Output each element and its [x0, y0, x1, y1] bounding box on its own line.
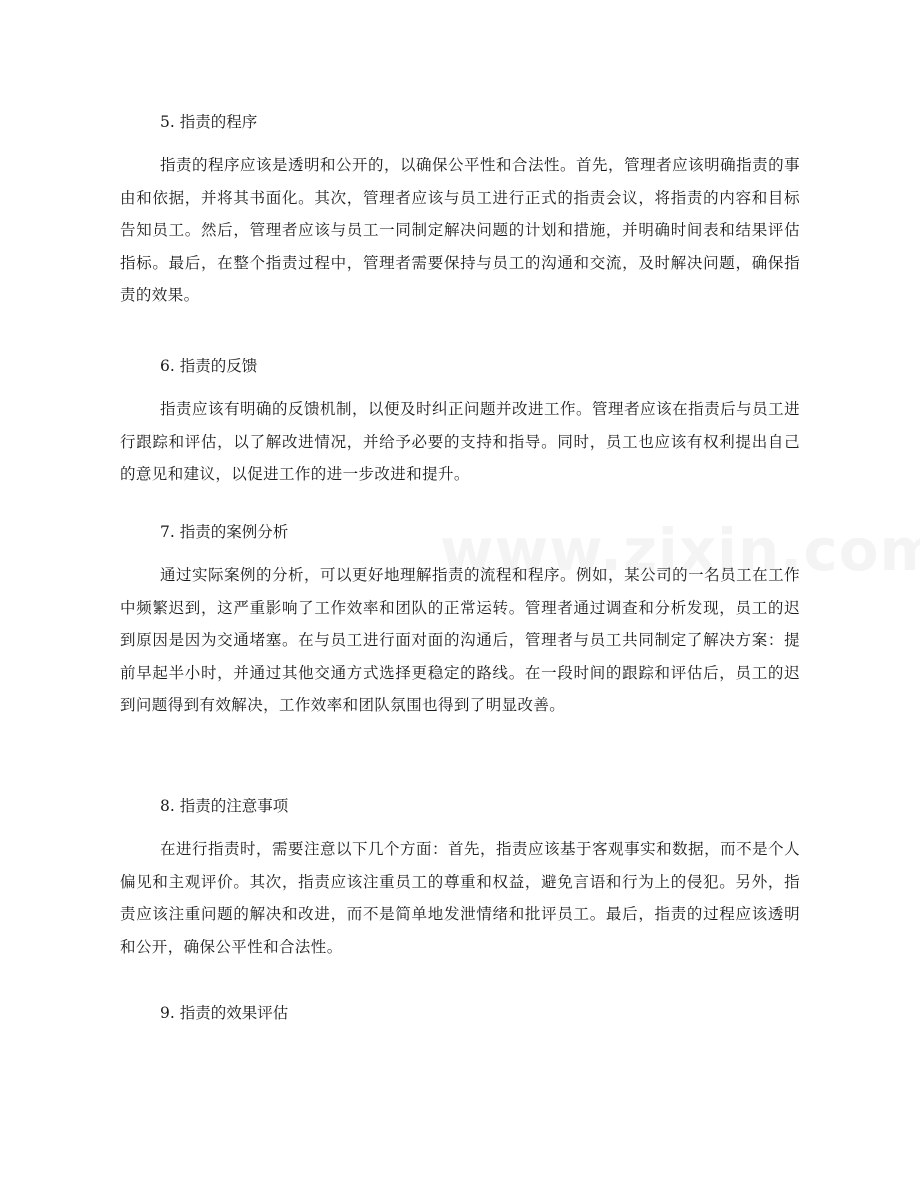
section-paragraph: 通过实际案例的分析，可以更好地理解指责的流程和程序。例如，某公司的一名员工在工作中频繁迟到，这严重影响了工作效率和团队的正常运转。管理者通过调查和分析发现，员工的迟到原因是因为交通堵塞。在与员工进行面对面的沟通后，管理者与员工共同制定了解决方案：提前早起半小时，并通过其他交通方式选择更稳定的路线。在一段时间的跟踪和评估后，员工的迟到问题得到有效解决，工作效率和团队氛围也得到了明显改善。	[120, 566, 800, 714]
section-paragraph: 指责应该有明确的反馈机制，以便及时纠正问题并改进工作。管理者应该在指责后与员工进行跟踪和评估，以了解改进情况，并给予必要的支持和指导。同时，员工也应该有权利提出自己的意见和建议，以促进工作的进一步改进和提升。	[120, 400, 800, 483]
section-heading: 6. 指责的反馈	[160, 357, 258, 375]
section-heading: 9. 指责的效果评估	[160, 1004, 289, 1022]
section-paragraph: 指责的程序应该是透明和公开的，以确保公平性和合法性。首先，管理者应该明确指责的事由和依据，并将其书面化。其次，管理者应该与员工进行正式的指责会议，将指责的内容和目标告知员工。然后，管理者应该与员工一同制定解决问题的计划和措施，并明确时间表和结果评估指标。最后，在整个指责过程中，管理者需要保持与员工的沟通和交流，及时解决问题，确保指责的效果。	[120, 156, 800, 304]
section-heading: 8. 指责的注意事项	[160, 797, 289, 815]
section-heading: 7. 指责的案例分析	[160, 523, 289, 541]
section-heading: 5. 指责的程序	[160, 113, 258, 131]
section-paragraph: 在进行指责时，需要注意以下几个方面：首先，指责应该基于客观事实和数据，而不是个人偏见和主观评价。其次，指责应该注重员工的尊重和权益，避免言语和行为上的侵犯。另外，指责应该注重问题的解决和改进，而不是简单地发泄情绪和批评员工。最后，指责的过程应该透明和公开，确保公平性和合法性。	[120, 840, 800, 956]
